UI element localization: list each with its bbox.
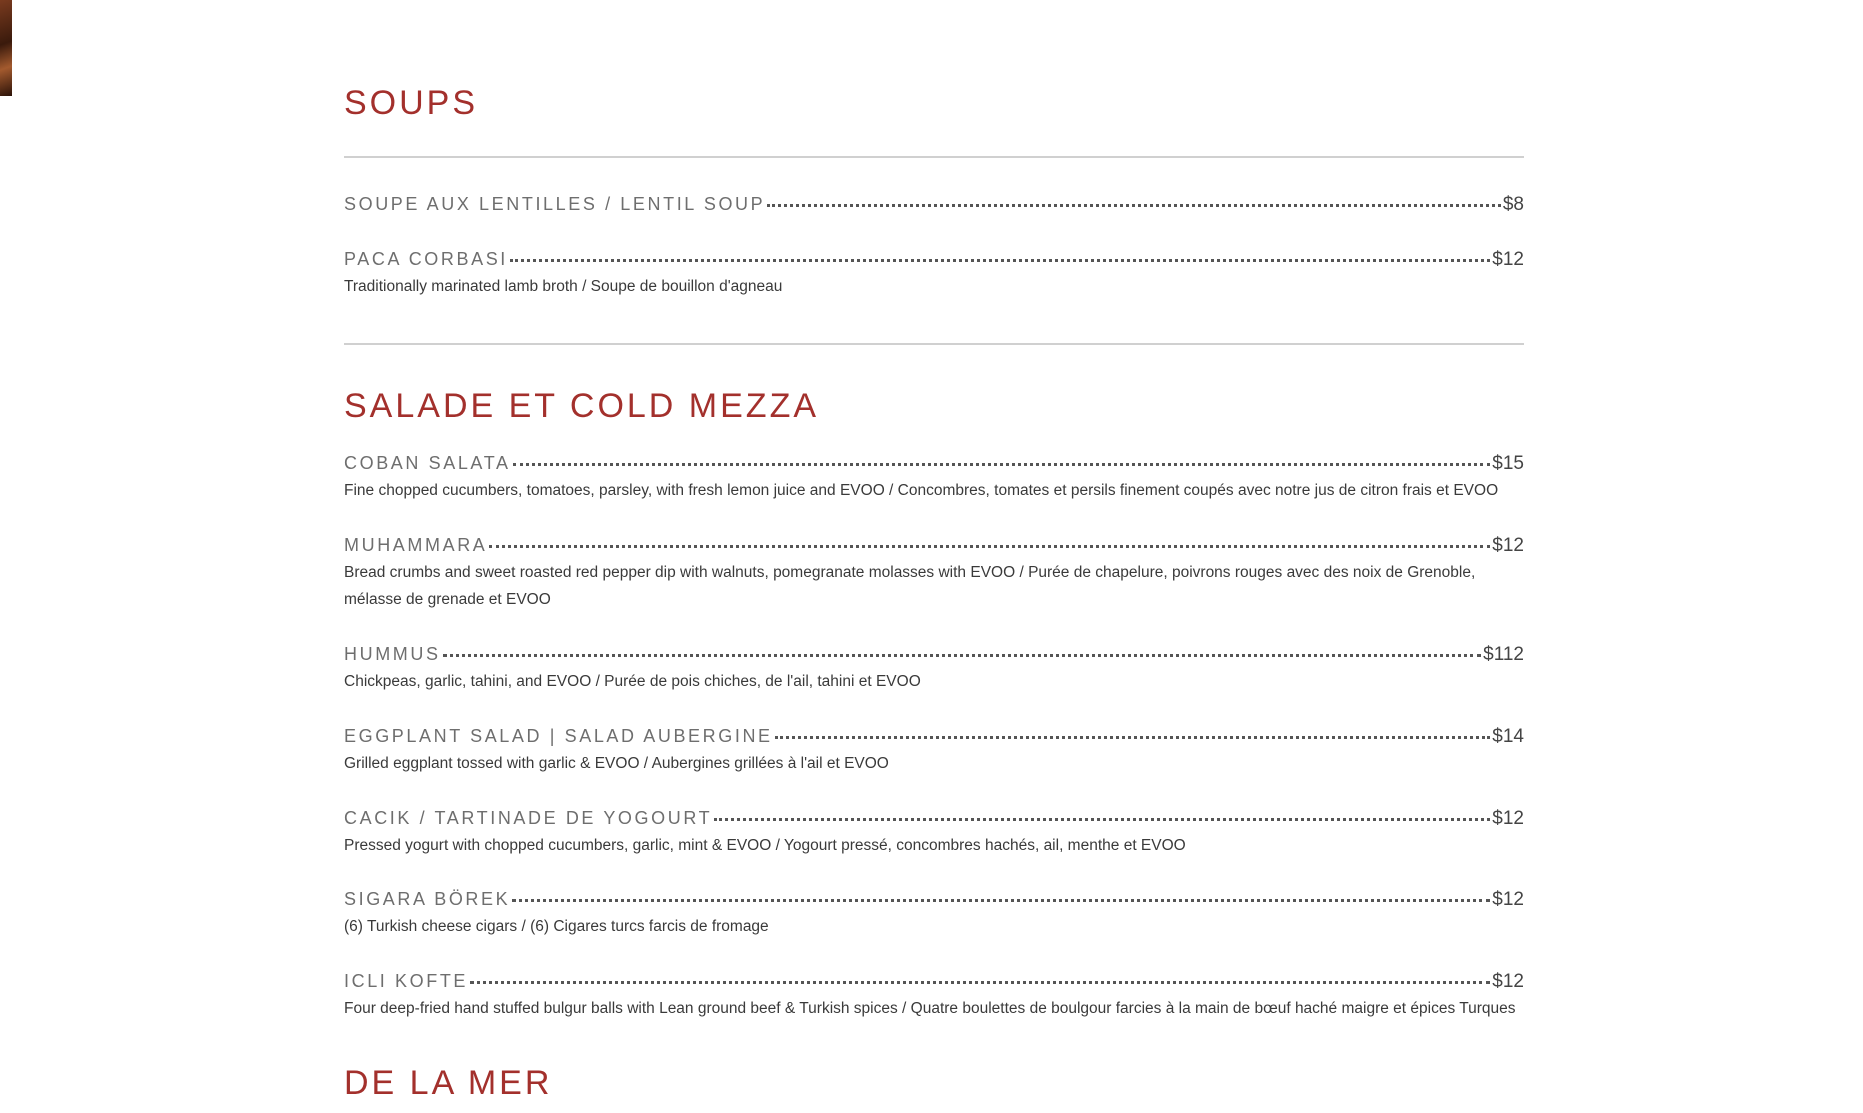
menu-item [344,453,1524,504]
section-divider [344,343,1524,345]
item-name: CACIK / TARTINADE DE YOGOURT [344,808,713,828]
item-price: $8 [1502,194,1524,215]
item-price: $12 [1492,249,1524,270]
item-name: EGGPLANT SALAD | SALAD AUBERGINE [344,726,773,746]
menu-item [344,808,1524,859]
item-description: Pressed yogurt with chopped cucumbers, garlic, mint & EVOO / Yogourt pressé, concombres hachés, ail, menthe et EVOO [344,837,1186,854]
menu-item [344,726,1524,777]
item-price: $112 [1483,644,1524,665]
item-price: $15 [1492,453,1524,474]
menu-item [344,535,1524,613]
dot-leader [470,981,1490,984]
menu-item [344,644,1524,695]
item-description: Grilled eggplant tossed with garlic & EVOO / Aubergines grillées à l'ail et EVOO [344,755,889,772]
section-title-soups: SOUPS [344,84,479,122]
item-description: Four deep-fried hand stuffed bulgur balls with Lean ground beef & Turkish spices / Quatre boulettes de boulgour farcies à la main de bœuf haché maigre et épices Turques [344,1000,1516,1017]
section-title-de-la-mer: DE LA MER [344,1064,553,1102]
item-name: PACA CORBASI [344,249,508,269]
item-price: $14 [1492,726,1524,747]
item-name: HUMMUS [344,644,441,664]
item-name: SOUPE AUX LENTILLES / LENTIL SOUP [344,194,766,214]
menu-item [344,889,1524,940]
menu-item [344,249,1524,300]
item-name: ICLI KOFTE [344,971,469,991]
menu-item [344,194,1524,218]
item-description: Fine chopped cucumbers, tomatoes, parsley, with fresh lemon juice and EVOO / Concombres, tomates et persils finement coupés avec notre jus de citron frais et EVOO [344,482,1499,499]
dot-leader [489,545,1490,548]
section-title-salade: SALADE ET COLD MEZZA [344,387,820,425]
item-description: Bread crumbs and sweet roasted red pepper dip with walnuts, pomegranate molasses with EVOO / Purée de chapelure, poivrons rouges avec des noix de Grenoble, mélasse de grenade et EVOO [344,564,1476,608]
section-divider [344,156,1524,158]
food-photo-edge [0,0,12,96]
item-description: (6) Turkish cheese cigars / (6) Cigares turcs farcis de fromage [344,918,769,935]
menu-item [344,971,1524,1022]
item-price: $12 [1492,889,1524,910]
item-price: $12 [1492,808,1524,829]
item-description: Chickpeas, garlic, tahini, and EVOO / Purée de pois chiches, de l'ail, tahini et EVOO [344,673,921,690]
dot-leader [767,204,1501,207]
dot-leader [512,899,1490,902]
dot-leader [510,259,1490,262]
dot-leader [513,463,1491,466]
item-price: $12 [1492,535,1524,556]
item-name: MUHAMMARA [344,535,488,555]
dot-leader [443,654,1482,657]
dot-leader [714,818,1490,821]
item-price: $12 [1492,971,1524,992]
item-description: Traditionally marinated lamb broth / Soupe de bouillon d'agneau [344,278,783,295]
item-name: COBAN SALATA [344,453,511,473]
dot-leader [775,736,1491,739]
item-name: SIGARA BÖREK [344,889,511,909]
